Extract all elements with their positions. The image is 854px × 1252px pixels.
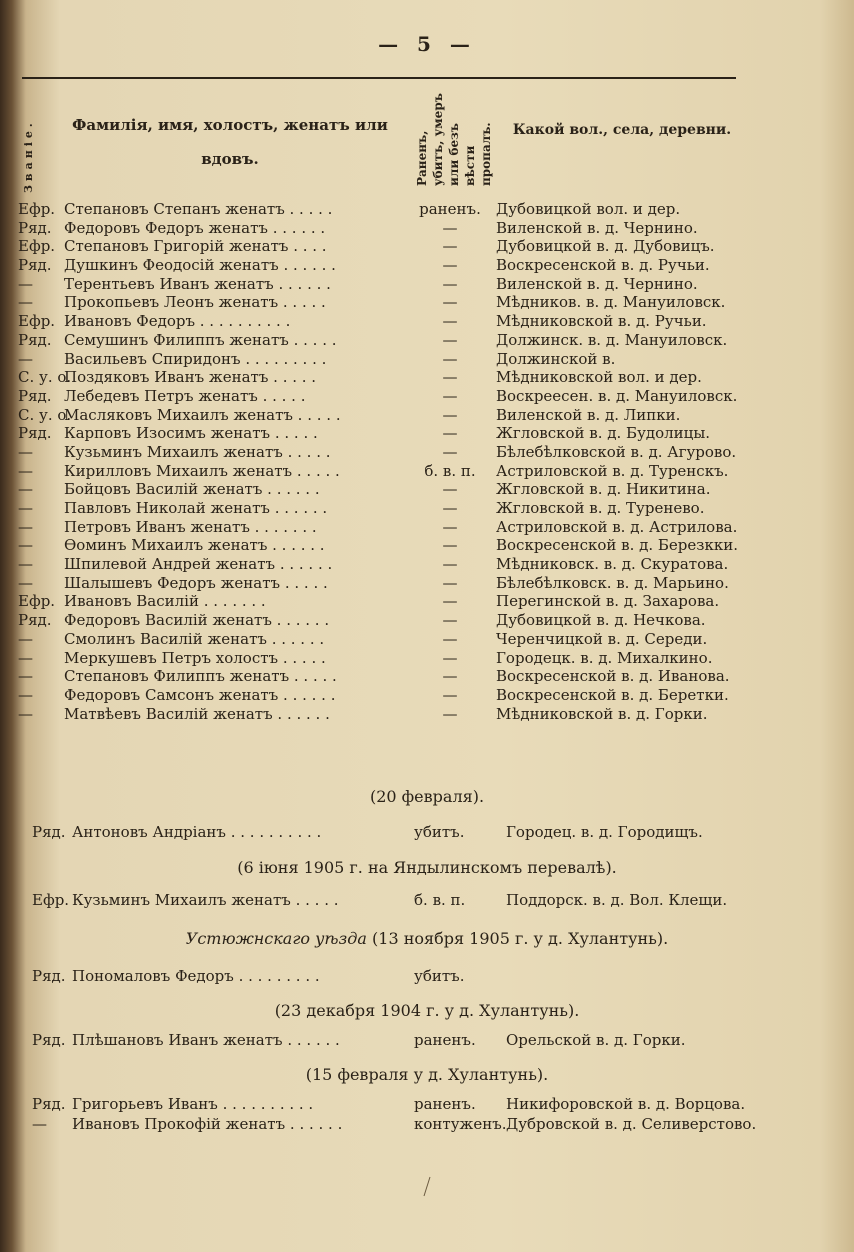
entry-place: Городец. в. д. Городищъ. [506,823,703,841]
row-status: б. в. п. [424,461,476,480]
row-name: Петровъ Иванъ женатъ . . . . . . . [64,517,317,536]
entry-rank: — [32,1115,47,1133]
table-row [18,406,758,425]
row-name: Степановъ Григорій женатъ . . . . [64,237,327,256]
row-name: Федоровъ Федоръ женатъ . . . . . . [64,218,326,237]
row-place: Воскресенской в. д. Иванова. [496,667,730,686]
column-header-status: Раненъ, убитъ, умеръ или безъ вѣсти пропалъ. [415,93,493,186]
row-status: — [442,368,458,387]
table-row [18,462,758,481]
row-name: Меркушевъ Петръ холостъ . . . . . [64,648,326,667]
entry-name: Антоновъ Андріанъ . . . . . . . . . . [72,823,322,841]
section-heading: (23 декабря 1904 г. у д. Хулантунь). [274,1001,580,1020]
section-heading: (15 февраля у д. Хулантунь). [305,1065,549,1084]
entry-name: Ивановъ Прокофій женатъ . . . . . . [72,1115,343,1133]
row-status: — [442,405,458,424]
row-name: Васильевъ Спиридонъ . . . . . . . . . [64,349,327,368]
column-header-place: Какой вол., села, деревни. [512,122,732,138]
row-status: — [442,592,458,611]
row-place: Жгловской в. д. Никитина. [496,480,711,499]
row-status: — [442,704,458,723]
row-rank: — [18,536,33,555]
row-place: Дубовицкой в. д. Дубовицъ. [496,237,715,256]
row-place: Жгловской в. д. Туренево. [496,499,705,517]
row-name: Степановъ Филиппъ женатъ . . . . . [64,667,337,686]
row-rank: Ефр. [18,312,56,331]
row-status: — [442,517,458,536]
section-entry [32,1030,772,1050]
row-rank: Ряд. [18,218,52,237]
row-status: — [442,536,458,555]
entry-place: Дубровской в. д. Селиверстово. [506,1115,757,1133]
row-rank: — [18,349,33,368]
table-row [18,219,758,238]
row-place: Должинской в. [496,349,616,368]
row-name: Кузьминъ Михаилъ женатъ . . . . . [64,442,331,461]
row-place: Черенчицкой в. д. Середи. [496,629,708,648]
entry-status: убитъ. [414,967,465,985]
row-rank: Ряд. [18,330,52,349]
entry-name: Григорьевъ Иванъ . . . . . . . . . . [72,1095,314,1113]
row-name: Степановъ Степанъ женатъ . . . . . [64,200,333,218]
row-rank: — [18,704,33,723]
entry-rank: Ряд. [32,1095,66,1113]
row-status: — [442,330,458,349]
row-name: Шпилевой Андрей женатъ . . . . . . [64,555,333,574]
section-heading: (20 февраля). [369,787,485,806]
row-place: Жгловской в. д. Будолицы. [496,424,711,443]
table-row [18,649,758,668]
row-rank: — [18,442,33,461]
table-row [18,499,758,518]
table-row [18,686,758,705]
table-row [18,705,758,724]
row-name: Шалышевъ Федоръ женатъ . . . . . [64,573,328,592]
entry-place: Орельской в. д. Горки. [506,1031,686,1049]
table-row [18,293,758,312]
entry-place: Поддорск. в. д. Вол. Клещи. [506,891,728,909]
row-place: Воскресенской в. д. Ручьи. [496,256,710,275]
row-status: — [442,349,458,368]
entry-rank: Ряд. [32,823,66,841]
table-row [18,350,758,369]
table-row [18,480,758,499]
row-place: Воскреесен. в. д. Мануиловск. [496,386,738,405]
row-place: Виленской в. д. Липки. [496,405,681,424]
row-place: Астриловской в. д. Астрилова. [496,517,738,536]
row-place: Должинск. в. д. Мануиловск. [496,330,728,349]
section-heading [0,929,854,948]
row-status: — [442,386,458,405]
row-name: Матвѣевъ Василій женатъ . . . . . . [64,704,330,723]
row-place: Мѣдниковской в. д. Ручьи. [496,312,707,331]
section-entry [32,1114,772,1134]
table-row [18,424,758,443]
row-name: Лебедевъ Петръ женатъ . . . . . [64,386,306,405]
entry-status: раненъ. [414,1031,476,1049]
row-rank: С. у. о. [18,368,72,387]
row-name: Карповъ Изосимъ женатъ . . . . . [64,424,318,443]
row-name: Смолинъ Василій женатъ . . . . . . [64,629,325,648]
row-status: — [442,442,458,461]
row-place: Перегинской в. д. Захарова. [496,592,720,611]
row-status: — [442,555,458,574]
entry-status: б. в. п. [414,891,466,909]
row-place: Городецк. в. д. Михалкино. [496,648,713,667]
row-name: Ивановъ Василій . . . . . . . [64,592,266,611]
row-name: Поздяковъ Иванъ женатъ . . . . . [64,368,317,387]
table-row [18,667,758,686]
row-place: Воскресенской в. д. Березкки. [496,536,738,555]
table-row [18,630,758,649]
entry-place: Никифоровской в. д. Ворцова. [506,1095,746,1113]
row-name: Терентьевъ Иванъ женатъ . . . . . . [64,274,331,293]
section-entry [32,966,772,986]
entry-name: Кузьминъ Михаилъ женатъ . . . . . [72,891,339,909]
section-entry [32,822,772,842]
row-rank: — [18,573,33,592]
table-row [18,256,758,275]
column-header-rank: Званіе. [22,119,35,193]
row-place: Дубовицкой вол. и дер. [496,200,681,218]
entry-name: Пономаловъ Федоръ . . . . . . . . . [72,967,320,985]
row-rank: — [18,274,33,293]
table-row [18,574,758,593]
row-status: — [442,573,458,592]
table-row [18,443,758,462]
row-status: — [442,629,458,648]
row-rank: Ефр. [18,592,56,611]
row-place: Бѣлебѣлковск. в. д. Марьино. [496,573,729,592]
section-entry [32,1094,772,1114]
row-status: — [442,256,458,275]
section-heading-date: (13 ноября 1905 г. у д. Хулантунь). [372,929,669,948]
casualty-table [18,200,758,723]
row-place: Мѣдников. в. д. Мануиловск. [496,293,726,312]
row-name: Федоровъ Василій женатъ . . . . . . [64,611,330,630]
row-place: Дубовицкой в. д. Нечкова. [496,611,706,630]
row-rank: — [18,499,33,517]
table-row [18,592,758,611]
row-place: Мѣдниковск. в. д. Скуратова. [496,555,729,574]
row-status: — [442,685,458,704]
row-name: Семушинъ Филиппъ женатъ . . . . . [64,330,337,349]
entry-status: контуженъ. [414,1115,507,1133]
entry-rank: Ряд. [32,1031,66,1049]
table-row [18,536,758,555]
entry-status: раненъ. [414,1095,476,1113]
row-name: Прокопьевъ Леонъ женатъ . . . . . [64,293,326,312]
entry-rank: Ряд. [32,967,66,985]
column-header-name: Фамилія, имя, холостъ, женатъ или вдовъ. [72,116,388,168]
table-row [18,611,758,630]
row-name: Бойцовъ Василій женатъ . . . . . . [64,480,320,499]
row-rank: Ефр. [18,237,56,256]
section-entry [32,890,772,910]
row-name: Душкинъ Феодосій женатъ . . . . . . [64,256,336,275]
row-place: Виленской в. д. Чернино. [496,274,698,293]
page-number: — 5 — [378,32,476,56]
entry-name: Плѣшановъ Иванъ женатъ . . . . . . [72,1031,340,1049]
row-status: — [442,480,458,499]
row-name: Федоровъ Самсонъ женатъ . . . . . . [64,685,336,704]
row-status: — [442,237,458,256]
row-status: — [442,667,458,686]
row-rank: — [18,517,33,536]
row-rank: — [18,685,33,704]
row-rank: — [18,648,33,667]
table-row [18,518,758,537]
row-status: — [442,611,458,630]
row-status: — [442,499,458,517]
row-status: — [442,424,458,443]
row-place: Мѣдниковской в. д. Горки. [496,704,708,723]
row-rank: Ряд. [18,611,52,630]
row-rank: С. у. о. [18,405,72,424]
row-rank: — [18,555,33,574]
row-rank: — [18,667,33,686]
section-heading: (6 іюня 1905 г. на Яндылинскомъ перевалѣ). [237,858,617,877]
row-name: Масляковъ Михаилъ женатъ . . . . . [64,405,341,424]
row-name: Павловъ Николай женатъ . . . . . . [64,499,328,517]
table-row [18,275,758,294]
row-rank: Ряд. [18,256,52,275]
table-row [18,331,758,350]
row-rank: Ефр. [18,200,56,218]
row-status: — [442,312,458,331]
row-status: — [442,648,458,667]
row-place: Виленской в. д. Чернино. [496,218,698,237]
header-rule [22,77,736,79]
row-rank: Ряд. [18,424,52,443]
table-row [18,555,758,574]
section-heading-district: Устюжнскаго уѣзда [185,929,367,948]
row-name: Ѳоминъ Михаилъ женатъ . . . . . . [64,536,325,555]
row-name: Ивановъ Федоръ . . . . . . . . . . [64,312,291,331]
row-rank: — [18,461,33,480]
row-place: Воскресенской в. д. Беретки. [496,685,729,704]
row-rank: — [18,293,33,312]
row-status: — [442,274,458,293]
row-status: — [442,218,458,237]
row-name: Кирилловъ Михаилъ женатъ . . . . . [64,461,340,480]
row-status: — [442,293,458,312]
table-row [18,237,758,256]
row-place: Бѣлебѣлковской в. д. Агурово. [496,442,737,461]
ink-mark-icon [422,1176,432,1198]
entry-status: убитъ. [414,823,465,841]
table-row [18,368,758,387]
table-row [18,200,758,219]
row-rank: — [18,629,33,648]
table-row [18,387,758,406]
row-rank: Ряд. [18,386,52,405]
row-place: Астриловской в. д. Туренскъ. [496,461,729,480]
row-place: Мѣдниковской вол. и дер. [496,368,702,387]
table-row [18,312,758,331]
row-status: раненъ. [419,200,481,218]
entry-rank: Ефр. [32,891,70,909]
row-rank: — [18,480,33,499]
